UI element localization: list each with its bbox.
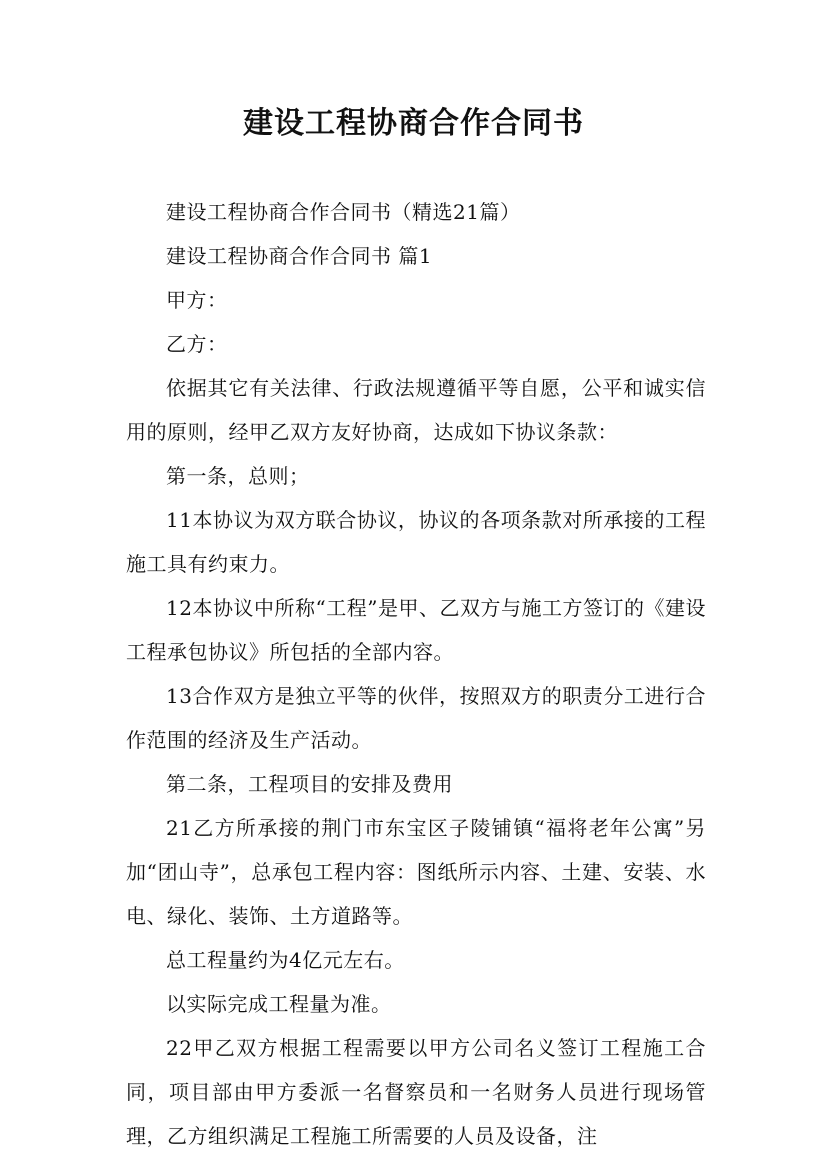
paragraph-article-2: 第二条，工程项目的安排及费用 [166, 772, 453, 796]
paragraph-clause-13: 13合作双方是独立平等的伙伴，按照双方的职责分工进行合作范围的经济及生产活动。 [126, 684, 706, 752]
paragraph-subtitle: 建设工程协商合作合同书（精选21篇） [166, 200, 521, 224]
document-body [126, 190, 706, 1158]
document-title: 建设工程协商合作合同书 [243, 106, 584, 141]
paragraph-party-b: 乙方： [166, 332, 228, 356]
paragraph-section-heading: 建设工程协商合作合同书 篇1 [166, 244, 433, 268]
paragraph-clause-22: 22甲乙双方根据工程需要以甲方公司名义签订工程施工合同，项目部由甲方委派一名督察员和一名财务人员进行现场管理，乙方组织满足工程施工所需要的人员及设备，注 [126, 1036, 706, 1148]
paragraph-party-a: 甲方： [166, 288, 228, 312]
paragraph-clause-12: 12本协议中所称“工程”是甲、乙双方与施工方签订的《建设工程承包协议》所包括的全部内容。 [126, 596, 706, 664]
paragraph-clause-21: 21乙方所承接的荆门市东宝区子陵铺镇“福将老年公寓”另加“团山寺”，总承包工程内容：图纸所示内容、土建、安装、水电、绿化、装饰、土方道路等。 [126, 816, 706, 928]
paragraph-article-1: 第一条，总则； [166, 464, 310, 488]
paragraph-preamble: 依据其它有关法律、行政法规遵循平等自愿，公平和诚实信用的原则，经甲乙双方友好协商，达成如下协议条款： [126, 376, 706, 444]
paragraph-clause-11: 11本协议为双方联合协议，协议的各项条款对所承接的工程施工具有约束力。 [126, 508, 706, 576]
paragraph-total-amount: 总工程量约为4亿元左右。 [166, 948, 405, 972]
paragraph-actual-amount: 以实际完成工程量为准。 [166, 992, 392, 1016]
